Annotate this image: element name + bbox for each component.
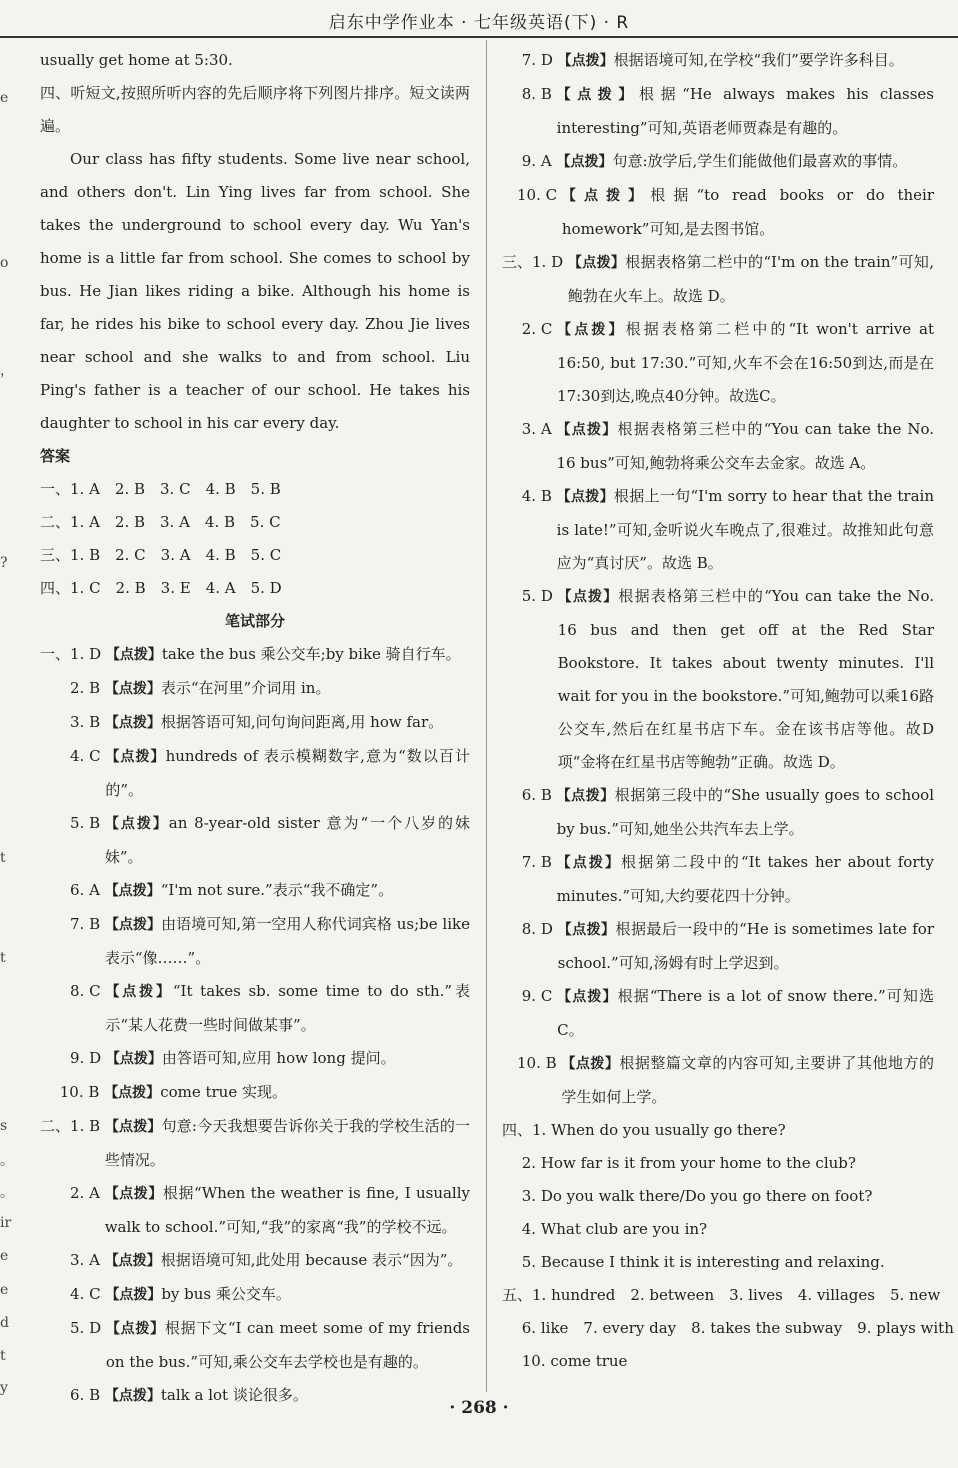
edge-mark: t xyxy=(0,850,6,866)
item-text xyxy=(557,480,934,580)
hint-text: 根据“There is a lot of snow there.”可知选 C。 xyxy=(557,987,934,1039)
item-text xyxy=(106,1042,470,1076)
answer-item xyxy=(40,1312,470,1379)
hint-tag: 【点拨】 xyxy=(557,989,618,1005)
column-divider xyxy=(486,40,487,1392)
item-text xyxy=(556,413,934,480)
item-text xyxy=(106,638,470,672)
item-text xyxy=(106,1312,470,1379)
answer-item xyxy=(40,1177,470,1244)
answer-line: 一、1. A 2. B 3. C 4. B 5. B xyxy=(40,480,281,498)
hint-tag: 【点拨】 xyxy=(567,255,626,271)
edge-mark: ， xyxy=(0,363,14,379)
item-number: 4. B xyxy=(502,487,557,505)
answer-line: 10. come true xyxy=(502,1352,628,1370)
edge-mark: o xyxy=(0,255,9,271)
left-items xyxy=(40,638,470,1413)
answer-line: 四、1. C 2. B 3. E 4. A 5. D xyxy=(40,579,282,597)
item-number: 5. B xyxy=(40,814,105,832)
written-title: 笔试部分 xyxy=(224,612,285,630)
item-number: 5. D xyxy=(40,1319,106,1337)
answer-line: 三、1. B 2. C 3. A 4. B 5. C xyxy=(40,546,282,564)
answer-item xyxy=(502,145,934,179)
hint-tag: 【点拨】 xyxy=(105,1287,162,1303)
item-number: 10. B xyxy=(40,1083,105,1101)
edge-mark: e xyxy=(0,1282,9,1298)
answer-item xyxy=(502,78,934,145)
hint-tag: 【点拨】 xyxy=(104,883,161,899)
item-text xyxy=(105,706,470,740)
answer-item xyxy=(40,638,470,672)
hint-tag: 【点拨】 xyxy=(104,1085,161,1101)
item-text xyxy=(105,740,470,807)
item-text xyxy=(568,246,934,313)
answer-item xyxy=(40,975,470,1042)
hint-text: 根据整篇文章的内容可知,主要讲了其他地方的学生如何上学。 xyxy=(561,1054,934,1106)
hint-text: hundreds of 表示模糊数字,意为“数以百计的”。 xyxy=(105,747,470,799)
item-text xyxy=(557,779,934,846)
item-number: 二、1. B xyxy=(40,1117,105,1135)
hint-tag: 【点拨】 xyxy=(561,1056,620,1072)
item-number: 5. D xyxy=(502,587,558,605)
answer-line: 3. Do you walk there/Do you go there on foot? xyxy=(502,1187,873,1205)
section4-answers xyxy=(502,1114,934,1279)
hint-tag: 【点拨】 xyxy=(557,922,616,938)
item-number: 2. B xyxy=(40,679,105,697)
hint-tag: 【点拨】 xyxy=(557,53,614,69)
item-number: 9. A xyxy=(502,152,557,170)
hint-tag: 【点拨】 xyxy=(556,87,639,103)
hint-tag: 【点拨】 xyxy=(105,1321,165,1337)
item-number: 2. A xyxy=(40,1184,105,1202)
item-number: 2. C xyxy=(502,320,558,338)
answer-item xyxy=(502,313,934,413)
item-text xyxy=(105,1278,470,1312)
right-column xyxy=(502,44,954,1378)
hint-text: 根据表格第二栏中的“It won't arrive at 16:50, but 17:30.”可知,火车不会在16:50到达,而是在17:30到达,晚点40分钟。故选C。 xyxy=(557,320,935,405)
item-number: 8. D xyxy=(502,920,558,938)
hint-text: 根据第三段中的“She usually goes to school by bus.”可知,她坐公共汽车去上学。 xyxy=(556,786,934,838)
hint-text: “It takes sb. some time to do sth.”表示“某人花费一些时间做某事”。 xyxy=(105,982,470,1034)
hint-tag: 【点拨】 xyxy=(556,788,615,804)
answer-line: 2. How far is it from your home to the club? xyxy=(502,1154,856,1172)
hint-text: an 8-year-old sister 意为“一个八岁的妹妹”。 xyxy=(104,814,470,866)
item-number: 一、1. D xyxy=(40,645,106,663)
hint-tag: 【点拨】 xyxy=(105,749,166,765)
item-text xyxy=(557,313,934,413)
answer-item xyxy=(40,672,470,706)
hint-text: by bus 乘公交车。 xyxy=(161,1285,291,1303)
item-text xyxy=(105,908,470,975)
answer-item xyxy=(40,1076,470,1110)
edge-marks xyxy=(0,0,14,1468)
hint-tag: 【点拨】 xyxy=(104,917,162,933)
answer-item xyxy=(40,740,470,807)
item-text xyxy=(557,846,934,913)
item-text xyxy=(557,78,934,145)
answer-item xyxy=(502,913,934,980)
hint-text: 根据最后一段中的“He is sometimes late for school.”可知,汤姆有时上学迟到。 xyxy=(557,920,935,972)
edge-mark: t xyxy=(0,950,6,966)
item-number: 7. D xyxy=(502,51,558,69)
hint-tag: 【点拨】 xyxy=(104,1253,161,1269)
hint-text: 根据“He always makes his classes interesting”可知,英语老师贾森是有趣的。 xyxy=(556,85,934,137)
item-number: 6. A xyxy=(40,881,105,899)
answer-item xyxy=(40,706,470,740)
hint-text: “I'm not sure.”表示“我不确定”。 xyxy=(160,881,394,899)
edge-mark: e xyxy=(0,90,9,106)
section5-answers xyxy=(502,1279,954,1378)
answer-item xyxy=(502,179,934,246)
item-number: 4. C xyxy=(40,1285,106,1303)
answer-line: 五、1. hundred 2. between 3. lives 4. villages 5. new xyxy=(502,1286,941,1304)
item-number: 6. B xyxy=(40,1386,105,1404)
hint-tag: 【点拨】 xyxy=(104,681,161,697)
answer-item xyxy=(502,480,934,580)
answer-item xyxy=(502,779,934,846)
item-number: 8. B xyxy=(502,85,557,103)
item-number: 10. C xyxy=(502,186,562,204)
hint-tag: 【点拨】 xyxy=(556,422,618,438)
edge-mark: 。 xyxy=(0,1153,14,1169)
edge-mark: t xyxy=(0,1348,6,1364)
answer-item xyxy=(502,1047,934,1114)
item-number: 三、1. D xyxy=(502,253,568,271)
answer-item xyxy=(502,413,934,480)
hint-text: 根据表格第二栏中的“I'm on the train”可知,鲍勃在火车上。故选 D。 xyxy=(567,253,934,305)
answer-item xyxy=(40,874,470,908)
edge-mark: ir xyxy=(0,1215,12,1231)
hint-text: 根据语境可知,在学校“我们”要学许多科目。 xyxy=(613,51,904,69)
item-number: 9. C xyxy=(502,987,558,1005)
edge-mark: e xyxy=(0,1248,9,1264)
hint-tag: 【点拨】 xyxy=(556,154,613,170)
edge-mark: ? xyxy=(0,555,8,571)
answer-line: 二、1. A 2. B 3. A 4. B 5. C xyxy=(40,513,281,531)
hint-text: 根据“When the weather is fine, I usually walk to school.”可知,“我”的家离“我”的学校不远。 xyxy=(104,1184,470,1236)
hint-text: 句意:放学后,学生们能做他们最喜欢的事情。 xyxy=(612,152,908,170)
item-text xyxy=(104,1076,470,1110)
answer-item xyxy=(502,580,934,779)
header-title: 启东中学作业本 · 七年级英语(下) · R xyxy=(328,13,630,33)
edge-mark: y xyxy=(0,1380,8,1396)
item-text xyxy=(105,807,470,874)
item-number: 3. A xyxy=(502,420,557,438)
hint-tag: 【点拨】 xyxy=(105,1051,162,1067)
section4-title: 四、听短文,按照所听内容的先后顺序将下列图片排序。短文读两遍。 xyxy=(40,84,470,135)
hint-tag: 【点拨】 xyxy=(104,816,169,832)
item-number: 3. A xyxy=(40,1251,105,1269)
item-text xyxy=(558,913,934,980)
answer-item xyxy=(502,846,934,913)
hint-tag: 【点拨】 xyxy=(104,1186,163,1202)
item-number: 8. C xyxy=(40,982,106,1000)
page-number: · 268 · xyxy=(449,1398,509,1418)
answer-line: 四、1. When do you usually go there? xyxy=(502,1121,786,1139)
answer-line: 5. Because I think it is interesting and relaxing. xyxy=(502,1253,885,1271)
item-text xyxy=(105,1244,470,1278)
hint-tag: 【点拨】 xyxy=(104,1119,162,1135)
answer-item xyxy=(40,908,470,975)
hint-text: 根据上一句“I'm sorry to hear that the train is late!”可知,金听说火车晚点了,很难过。故推知此句意应为“真讨厌”。故选 B。 xyxy=(556,487,934,572)
item-text xyxy=(105,975,470,1042)
left-column xyxy=(40,44,470,1413)
hint-text: 根据表格第三栏中的“You can take the No. 16 bus”可知,鲍勃将乘公交车去金家。故选 A。 xyxy=(556,420,935,472)
answer-lines xyxy=(40,473,470,605)
item-text xyxy=(562,179,934,246)
hint-tag: 【点拨】 xyxy=(105,984,173,1000)
item-text xyxy=(558,44,934,78)
hint-text: 根据“to read books or do their homework”可知,是去图书馆。 xyxy=(561,186,935,238)
answer-item xyxy=(502,980,934,1047)
hint-text: 句意:今天我想要告诉你关于我的学校生活的一些情况。 xyxy=(104,1117,471,1169)
hint-text: talk a lot 谈论很多。 xyxy=(160,1386,308,1404)
right-items xyxy=(502,44,934,1114)
item-text xyxy=(558,580,934,779)
hint-text: 由答语可知,应用 how long 提问。 xyxy=(161,1049,396,1067)
edge-mark: s xyxy=(0,1118,8,1134)
hint-text: 根据语境可知,此处用 because 表示“因为”。 xyxy=(160,1251,463,1269)
answer-line: 6. like 7. every day 8. takes the subway 9. plays with xyxy=(502,1319,954,1337)
answer-item xyxy=(40,1042,470,1076)
hint-tag: 【点拨】 xyxy=(556,855,622,871)
hint-text: 根据答语可知,问句询问距离,用 how far。 xyxy=(160,713,444,731)
hint-tag: 【点拨】 xyxy=(561,188,651,204)
answer-item xyxy=(502,44,934,78)
edge-mark: 。 xyxy=(0,1185,14,1201)
answer-line: 4. What club are you in? xyxy=(502,1220,708,1238)
hint-tag: 【点拨】 xyxy=(105,647,162,663)
item-text xyxy=(561,1047,934,1114)
intro-line: usually get home at 5:30. xyxy=(40,51,233,69)
hint-text: 根据表格第三栏中的“You can take the No. 16 bus and then get off at the Red Star Bookstore. It takes about twenty minutes. I'll wait for you in the bookstore.”可知,鲍勃可以乘16路公交车,然后在红星书店下车。金在该书店等他。故D项“金将在红星书店等鲍勃”正确。故选 D。 xyxy=(557,587,935,771)
passage: Our class has fifty students. Some live near school, and others don't. Lin Ying lives far from school. She takes the underground to school every day. Wu Yan's home is a little far from school. She comes to school by bus. He Jian likes riding a bike. Although his home is far, he rides his bike to school every day. Zhou Jie lives near school and she walks to and from school. Liu Ping's father is a teacher of our school. He takes his daughter to school in his car every day. xyxy=(40,150,470,432)
item-text xyxy=(105,874,470,908)
answers-title: 答案 xyxy=(40,447,71,465)
answer-item xyxy=(40,1110,470,1177)
hint-text: 根据下文“I can meet some of my friends on the bus.”可知,乘公交车去学校也是有趣的。 xyxy=(105,1319,470,1371)
item-number: 6. B xyxy=(502,786,557,804)
item-text xyxy=(557,980,934,1047)
hint-text: 表示“在河里”介词用 in。 xyxy=(160,679,331,697)
item-number: 7. B xyxy=(502,853,557,871)
hint-tag: 【点拨】 xyxy=(557,322,626,338)
hint-tag: 【点拨】 xyxy=(104,1388,161,1404)
answer-item xyxy=(502,246,934,313)
header-rule xyxy=(0,36,958,38)
answer-item xyxy=(40,807,470,874)
hint-text: 由语境可知,第一空用人称代词宾格 us;be like 表示“像……”。 xyxy=(104,915,470,967)
item-text xyxy=(105,1177,470,1244)
hint-tag: 【点拨】 xyxy=(556,489,614,505)
hint-text: take the bus 乘公交车;by bike 骑自行车。 xyxy=(161,645,461,663)
item-number: 3. B xyxy=(40,713,105,731)
hint-text: come true 实现。 xyxy=(160,1083,287,1101)
answer-item xyxy=(40,1244,470,1278)
item-text xyxy=(105,672,470,706)
edge-mark: d xyxy=(0,1315,9,1331)
hint-tag: 【点拨】 xyxy=(104,715,161,731)
item-text xyxy=(556,145,934,179)
hint-tag: 【点拨】 xyxy=(557,589,619,605)
item-number: 9. D xyxy=(40,1049,106,1067)
item-number: 10. B xyxy=(502,1054,562,1072)
item-text xyxy=(105,1110,470,1177)
answer-item xyxy=(40,1278,470,1312)
item-number: 7. B xyxy=(40,915,105,933)
hint-text: 根据第二段中的“It takes her about forty minutes.”可知,大约要花四十分钟。 xyxy=(556,853,934,905)
page-header xyxy=(0,8,958,38)
item-number: 4. C xyxy=(40,747,106,765)
